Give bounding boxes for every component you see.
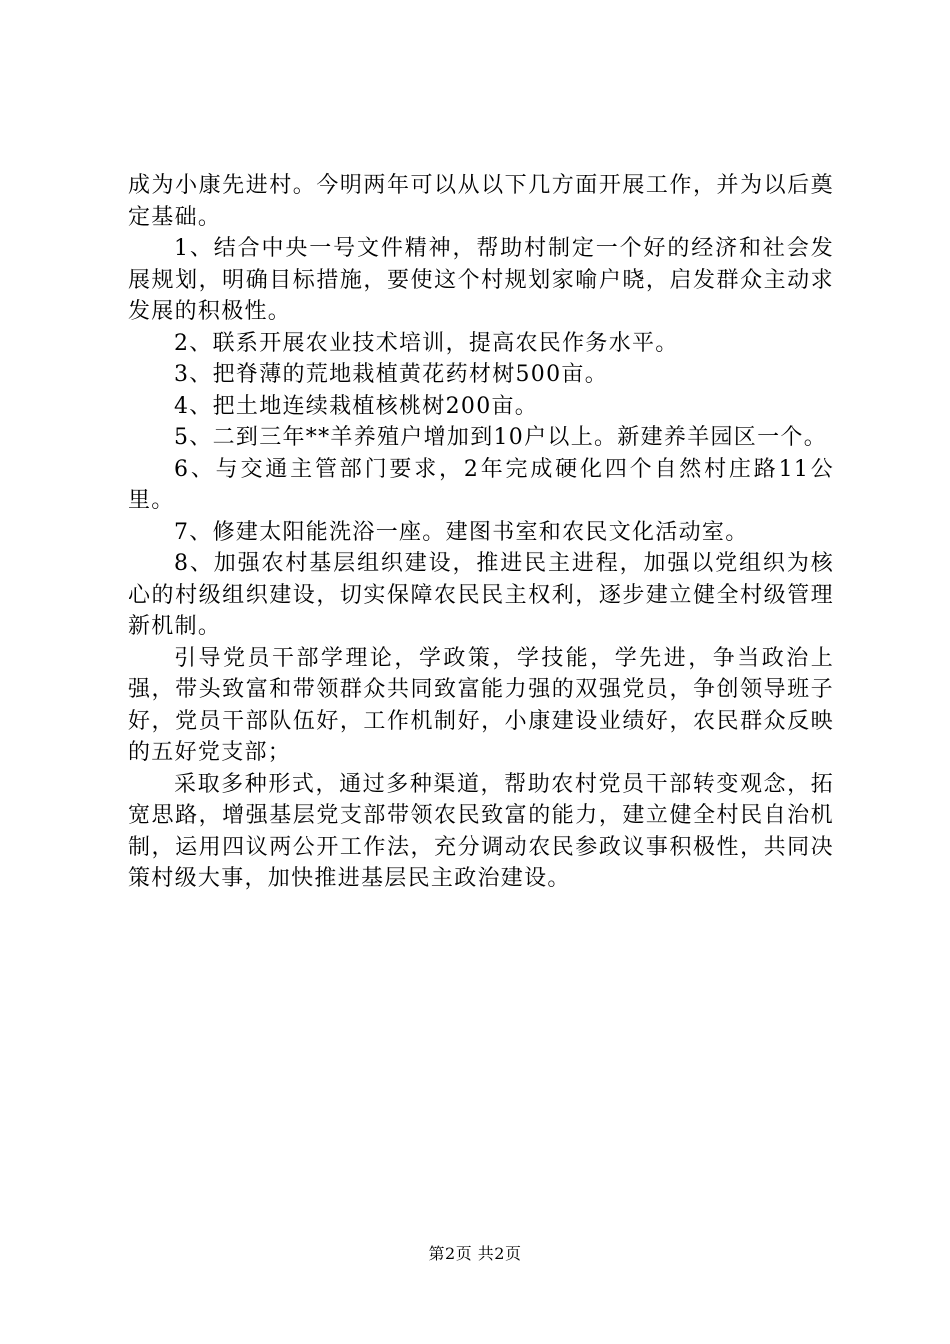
paragraph-item-5: 5、二到三年**羊养殖户增加到10户以上。新建养羊园区一个。 <box>174 425 827 450</box>
paragraph-item-7: 7、修建太阳能洗浴一座。建图书室和农民文化活动室。 <box>174 519 749 545</box>
paragraph-item-3: 3、把脊薄的荒地栽植黄花药材树500亩。 <box>174 362 608 387</box>
paragraph-intro-continuation: 成为小康先进村。今明两年可以从以下几方面开展工作，并为以后奠定基础。 <box>128 173 834 230</box>
paragraph-item-2: 2、联系开展农业技术培训，提高农民作务水平。 <box>174 330 679 356</box>
paragraph-item-1: 1、结合中央一号文件精神，帮助村制定一个好的经济和社会发展规划，明确目标措施，要使这个村规划家喻户晓，启发群众主动求发展的积极性。 <box>128 236 834 324</box>
paragraph-item-4: 4、把土地连续栽植核桃树200亩。 <box>174 393 539 419</box>
paragraph-measures: 采取多种形式，通过多种渠道，帮助农村党员干部转变观念，拓宽思路，增强基层党支部带领农民致富的能力，建立健全村民自治机制，运用四议两公开工作法，充分调动农民参政议事积极性，共同决策村级大事，加快推进基层民主政治建设。 <box>128 771 834 891</box>
paragraph-party-members: 引导党员干部学理论，学政策，学技能，学先进，争当政治上强，带头致富和带领群众共同致富能力强的双强党员，争创领导班子好，党员干部队伍好，工作机制好，小康建设业绩好，农民群众反映的五好党支部； <box>128 645 834 765</box>
document-body <box>128 170 834 895</box>
paragraph-item-6: 6、与交通主管部门要求，2年完成硬化四个自然村庄路11公里。 <box>128 456 834 513</box>
paragraph-item-8: 8、加强农村基层组织建设，推进民主进程，加强以党组织为核心的村级组织建设，切实保障农民民主权利，逐步建立健全村级管理新机制。 <box>128 551 834 639</box>
page-footer: 第2页 共2页 <box>428 1244 522 1263</box>
